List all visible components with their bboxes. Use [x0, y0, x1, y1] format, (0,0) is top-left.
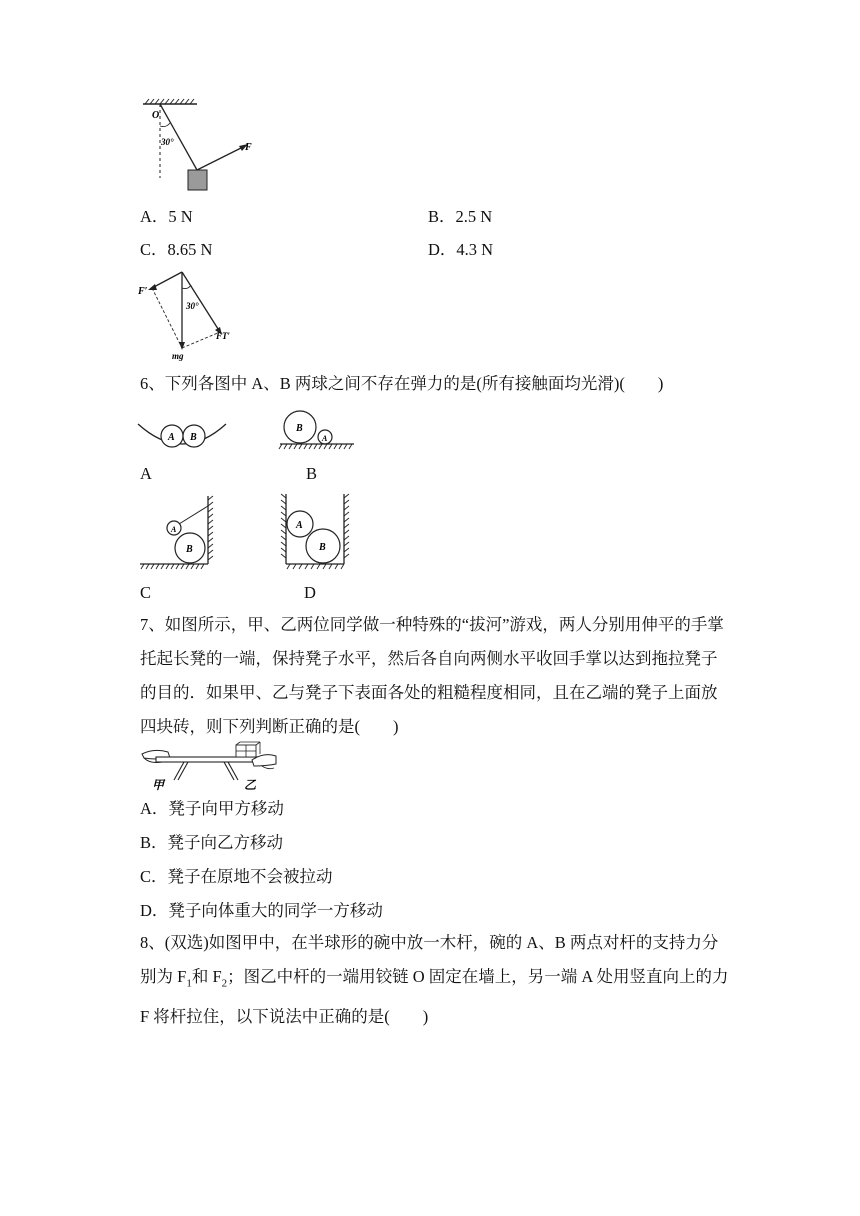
q7-stem: 7、如图所示，甲、乙两位同学做一种特殊的“拔河”游戏，两人分别用伸平的手掌托起长凳的一端，保持凳子水平，然后各自向两侧水平收回手掌以达到拖拉凳子的目的．如果甲、乙与凳子下表面各处的粗糙程度相同，且在乙端的凳子上面放四块砖，则下列判断正确的是( )	[140, 615, 724, 736]
q6-caption-d: D	[304, 583, 316, 602]
q6a-ball1: A	[168, 432, 175, 443]
q5-option-d: D．4.3 N	[428, 240, 494, 259]
q5-force-diagram	[135, 98, 265, 198]
q6c-ball2: B	[186, 544, 193, 555]
q6c-ball1: A	[171, 525, 177, 534]
q6d-ball1: A	[296, 520, 303, 531]
q8-sub2: 2	[221, 977, 228, 990]
q6-figure-d	[280, 490, 352, 574]
q5-option-b: B．2.5 N	[428, 207, 493, 226]
q5-label-o: O	[152, 110, 160, 121]
q7-label-right: 乙	[244, 778, 257, 792]
q6a-ball2: B	[190, 432, 197, 443]
q5-sol-label-fprime: F′	[138, 286, 148, 297]
q6-figure-a	[136, 418, 228, 456]
q7-bench-figure	[140, 742, 278, 792]
q7-option-a: A．凳子向甲方移动	[140, 799, 284, 818]
q6-figure-c	[138, 494, 218, 574]
q8-stem-part1: 8、(双选)如图甲中，在半球形的碗中放一木杆，碗的 A、B 两点对杆的支持力分别为 F	[140, 933, 719, 986]
q6b-ball2: A	[322, 434, 328, 443]
q5-label-f: F	[245, 142, 252, 153]
q5-option-c: C．8.65 N	[140, 240, 213, 259]
q5-option-a: A．5 N	[140, 207, 193, 226]
q5-sol-label-ft: FT′	[216, 331, 231, 341]
q6-caption-a: A	[140, 464, 152, 483]
q7-option-d: D．凳子向体重大的同学一方移动	[140, 901, 383, 920]
q6-caption-b: B	[306, 464, 318, 483]
q6-caption-c: C	[140, 583, 152, 602]
q6-stem: 6、下列各图中 A、B 两球之间不存在弹力的是(所有接触面均光滑)( )	[140, 374, 664, 393]
q7-option-c: C．凳子在原地不会被拉动	[140, 867, 333, 886]
q8-stem-part2: 和 F	[191, 967, 222, 986]
q5-sol-label-mg: mg	[172, 351, 184, 361]
q6d-ball2: B	[319, 542, 326, 553]
q8-sub1: 1	[186, 977, 192, 990]
q6b-ball1: B	[296, 423, 303, 434]
q7-option-b: B．凳子向乙方移动	[140, 833, 284, 852]
q8-stem-part3: ；图乙中杆的一端用铰链 O 固定在墙上，另一端 A 处用竖直向上的力 F 将杆拉住，以下说法中正确的是( )	[140, 967, 729, 1027]
q5-sol-label-angle: 30°	[186, 301, 199, 311]
q6-figure-b	[278, 408, 358, 452]
q5-label-angle: 30°	[161, 137, 174, 147]
q8-stem	[140, 926, 732, 1034]
q5-solution-diagram	[134, 268, 244, 360]
q7-label-left: 甲	[152, 778, 165, 792]
